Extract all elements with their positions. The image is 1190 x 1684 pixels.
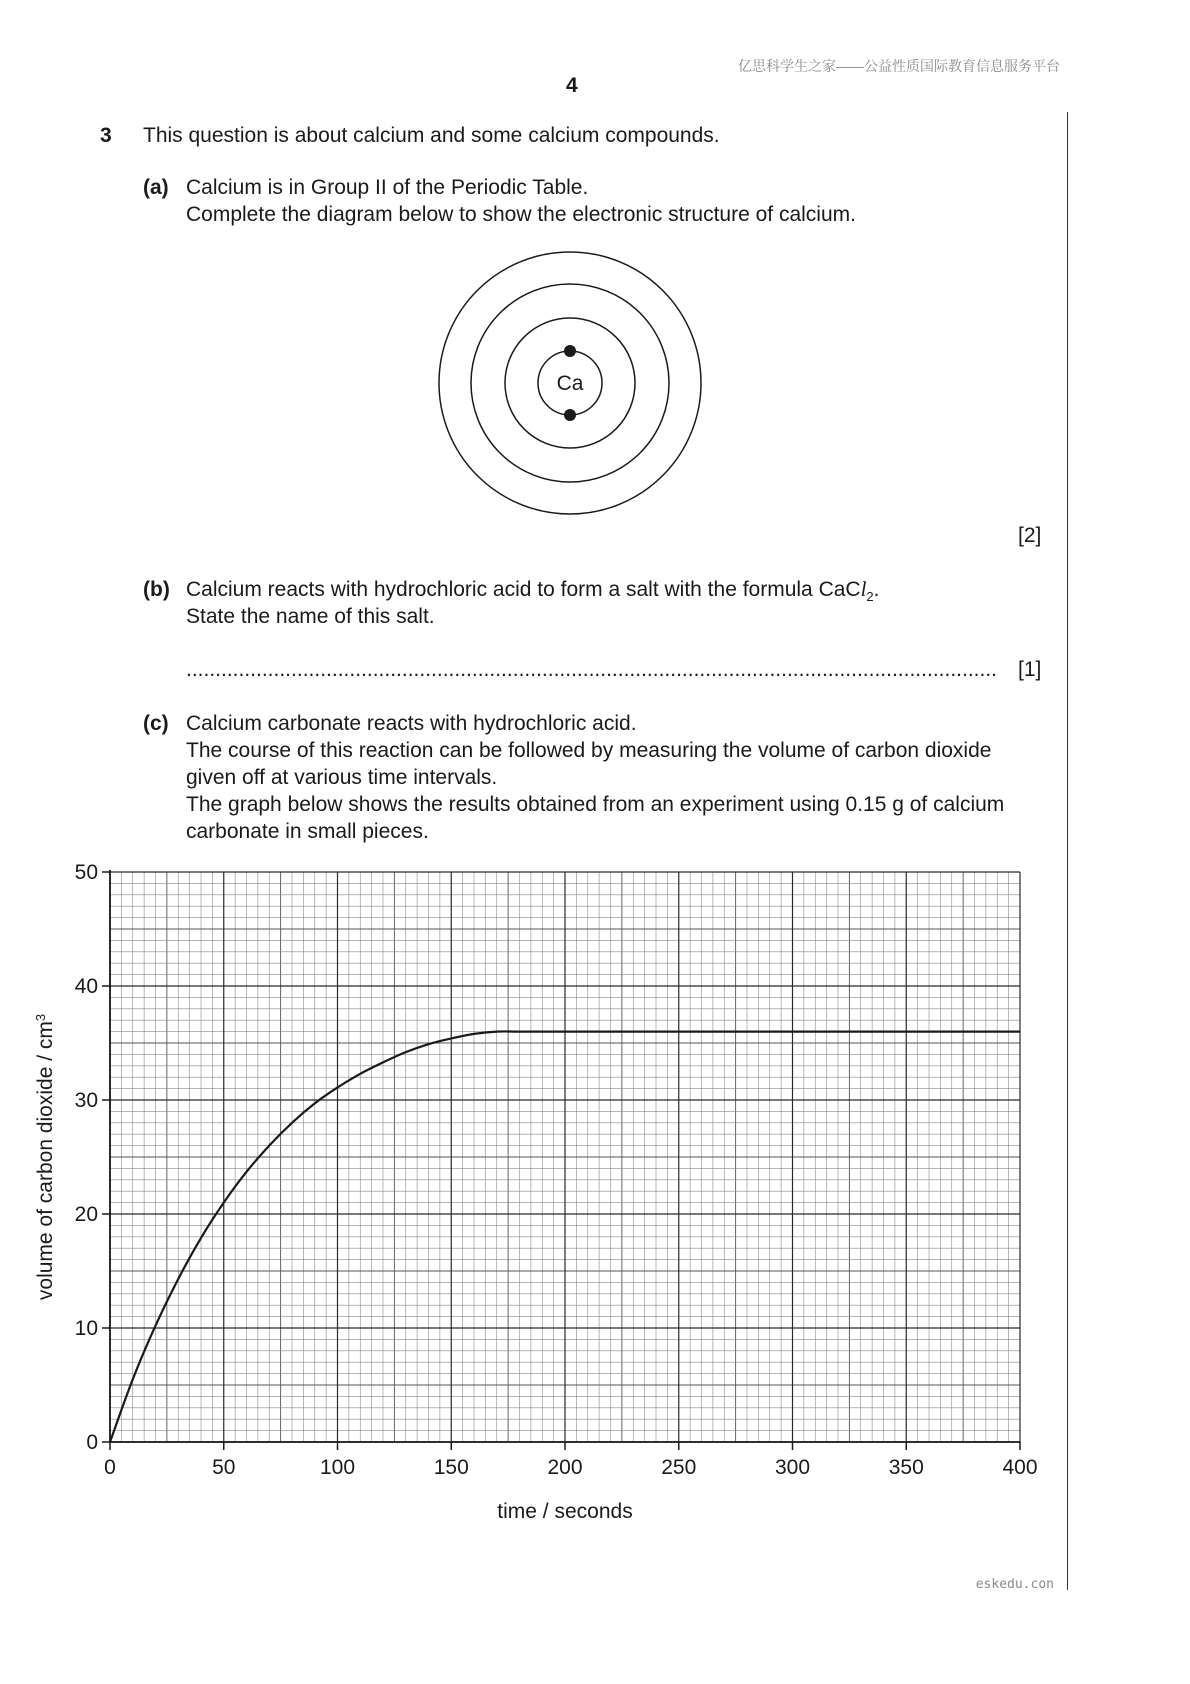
y-axis-label-text: volume of carbon dioxide / cm xyxy=(34,1021,57,1301)
part-a-label: (a) xyxy=(143,176,169,199)
y-tick-label: 20 xyxy=(74,1203,98,1226)
x-tick-label: 100 xyxy=(319,1456,356,1479)
part-b-label: (b) xyxy=(143,578,170,601)
x-tick-label: 300 xyxy=(774,1456,811,1479)
footer-watermark: eskedu.con xyxy=(975,1577,1054,1592)
y-axis-label-sup: 3 xyxy=(32,1013,48,1022)
part-c-line1: Calcium carbonate reacts with hydrochloric acid. xyxy=(186,712,637,735)
part-b-answer-line[interactable]: ........................................................................................................................................... xyxy=(186,658,997,681)
part-a-line2: Complete the diagram below to show the electronic structure of calcium. xyxy=(186,203,856,226)
part-c-line5: carbonate in small pieces. xyxy=(186,820,429,843)
co2-volume-chart xyxy=(20,860,1060,1540)
x-tick-label: 0 xyxy=(104,1456,116,1479)
y-tick-label: 30 xyxy=(74,1089,98,1112)
part-c-line3: given off at various time intervals. xyxy=(186,766,498,789)
x-tick-label: 200 xyxy=(547,1456,583,1479)
part-b-subscript: 2 xyxy=(866,589,874,605)
part-c-label: (c) xyxy=(143,712,169,735)
part-b-chlorine-l: l xyxy=(860,577,867,601)
question-intro: This question is about calcium and some calcium compounds. xyxy=(143,124,720,147)
electron-top xyxy=(564,345,576,357)
part-a-marks: [2] xyxy=(1018,524,1042,547)
x-tick-label: 400 xyxy=(1002,1456,1038,1479)
nucleus-label: Ca xyxy=(556,372,584,395)
y-tick-label: 0 xyxy=(86,1431,98,1454)
y-axis-label xyxy=(33,1014,58,1300)
x-tick-label: 50 xyxy=(212,1456,236,1479)
y-tick-label: 10 xyxy=(74,1317,98,1340)
margin-rule xyxy=(1067,112,1068,1590)
header-watermark: 亿思科学生之家——公益性质国际教育信息服务平台 xyxy=(738,58,1060,74)
ticks xyxy=(75,861,1038,1479)
part-a-line1: Calcium is in Group II of the Periodic Table. xyxy=(186,176,589,199)
x-tick-label: 150 xyxy=(433,1456,469,1479)
electron-shell-diagram xyxy=(435,248,705,518)
page-number: 4 xyxy=(566,74,578,97)
part-b-marks: [1] xyxy=(1018,658,1042,681)
part-b-line1-text: Calcium reacts with hydrochloric acid to form a salt with the formula CaC xyxy=(186,578,861,601)
electron-bottom xyxy=(564,409,576,421)
question-number: 3 xyxy=(100,124,112,147)
part-b-period: . xyxy=(873,578,880,601)
part-c-line2: The course of this reaction can be followed by measuring the volume of carbon dioxide xyxy=(186,739,992,762)
x-tick-label: 350 xyxy=(888,1456,924,1479)
part-c-line4: The graph below shows the results obtained from an experiment using 0.15 g of calcium xyxy=(186,793,1005,816)
x-axis-label: time / seconds xyxy=(497,1500,633,1523)
y-tick-label: 50 xyxy=(74,861,98,884)
y-tick-label: 40 xyxy=(74,975,98,998)
part-b-line2: State the name of this salt. xyxy=(186,605,435,628)
x-tick-label: 250 xyxy=(661,1456,697,1479)
